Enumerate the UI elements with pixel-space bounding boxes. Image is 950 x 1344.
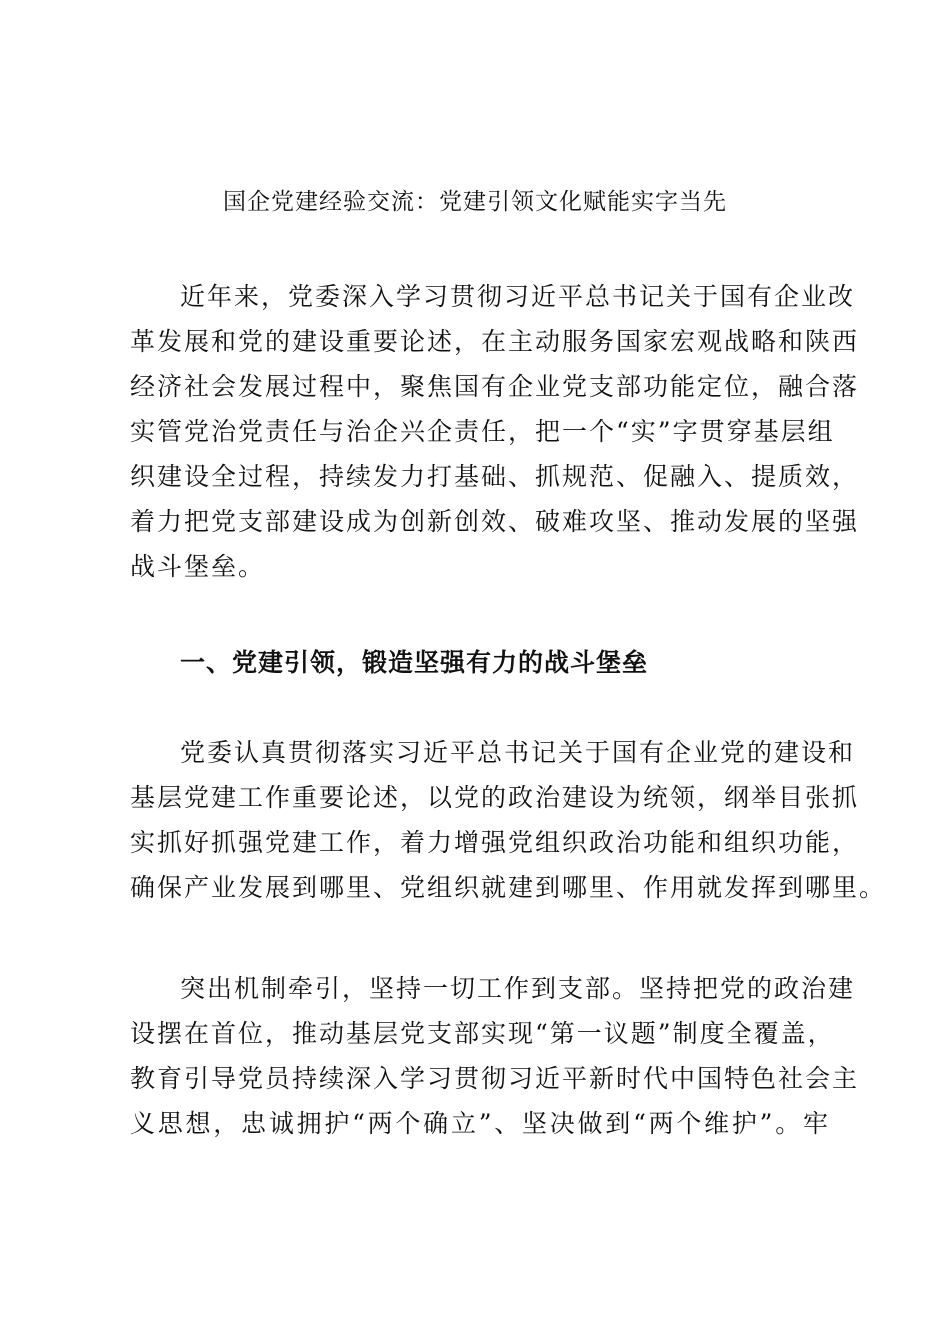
- paragraph-line: 实抓好抓强党建工作，着力增强党组织政治功能和组织功能，: [130, 828, 860, 857]
- paragraph-line: 突出机制牵引，坚持一切工作到支部。坚持把党的政治建: [180, 974, 856, 1003]
- paragraph-line: 革发展和党的建设重要论述，在主动服务国家宏观战略和陕西: [130, 327, 860, 356]
- paragraph-intro: [130, 274, 860, 589]
- paragraph-line: 着力把党支部建设成为创新创效、破难攻坚、推动发展的坚强: [130, 507, 860, 536]
- paragraph-line: 确保产业发展到哪里、党组织就建到哪里、作用就发挥到哪里。: [130, 873, 887, 902]
- paragraph-line: 经济社会发展过程中，聚焦国有企业党支部功能定位，融合落: [130, 372, 860, 401]
- paragraph-mechanism: [130, 966, 860, 1146]
- document-title: 国企党建经验交流：党建引领文化赋能实字当先: [223, 189, 727, 215]
- paragraph-line: 教育引导党员持续深入学习贯彻习近平新时代中国特色社会主: [130, 1064, 860, 1093]
- paragraph-line: 实管党治党责任与治企兴企责任，把一个“实”字贯穿基层组: [130, 417, 835, 446]
- paragraph-line: 党委认真贯彻落实习近平总书记关于国有企业党的建设和: [180, 738, 856, 767]
- paragraph-line: 设摆在首位，推动基层党支部实现“第一议题”制度全覆盖，: [130, 1019, 835, 1048]
- paragraph-line: 战斗堡垒。: [130, 552, 266, 581]
- paragraph-line: 近年来，党委深入学习贯彻习近平总书记关于国有企业改: [180, 282, 856, 311]
- paragraph-line: 织建设全过程，持续发力打基础、抓规范、促融入、提质效，: [130, 462, 860, 491]
- section-heading-1: 一、党建引领，锻造坚强有力的战斗堡垒: [180, 648, 649, 677]
- paragraph-line: 基层党建工作重要论述，以党的政治建设为统领，纲举目张抓: [130, 783, 860, 812]
- paragraph-line: 义思想，忠诚拥护“两个确立”、坚决做到“两个维护”。牢: [130, 1109, 830, 1138]
- paragraph-section-1: [130, 730, 887, 910]
